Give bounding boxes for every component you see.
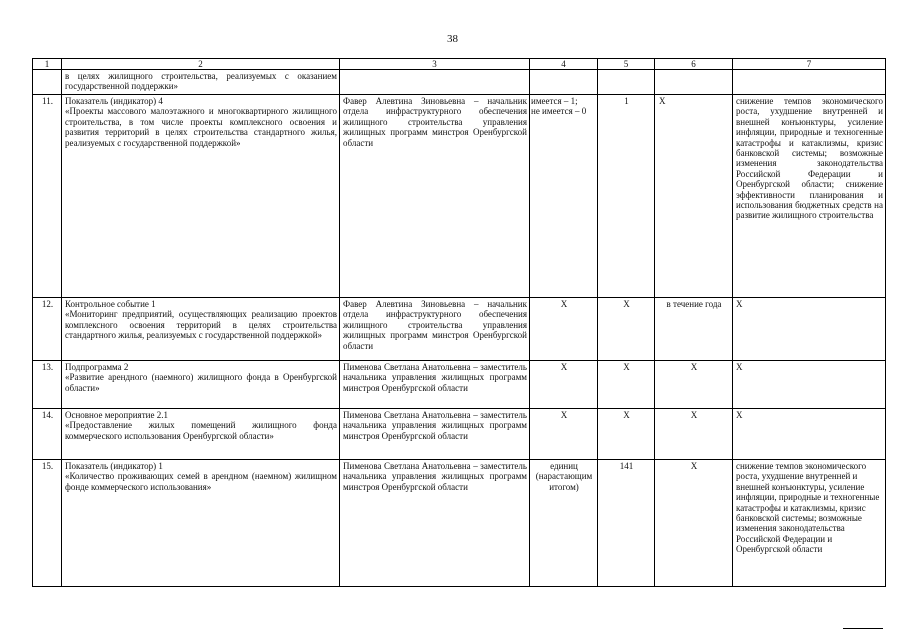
term-cell: Х <box>655 409 733 460</box>
term-cell: в течение года <box>655 298 733 361</box>
page-number: 38 <box>447 33 458 45</box>
table-row <box>33 298 886 361</box>
value-cell: 1 <box>598 95 655 298</box>
item-name: Основное мероприятие 2.1 «Предоставление жилых помещений жилищного фонда коммерческого использования Оренбургской области» <box>62 409 340 460</box>
responsible-person: Пименова Светлана Анатольевна – заместитель начальника управления жилищных программ минстроя Оренбургской области <box>340 361 530 409</box>
table-row <box>33 361 886 409</box>
risks-cell: снижение темпов экономического роста, ухудшение внутренней и внешней конъюнктуры, усиление инфляции, природные и техногенные катастрофы и катаклизмы, кризис банковской системы; возможные изменения законодательства Российской Федерации и Оренбургской области <box>733 460 886 587</box>
term-cell <box>655 70 733 95</box>
value-cell: Х <box>598 298 655 361</box>
table-row <box>33 460 886 587</box>
column-header: 3 <box>340 59 530 70</box>
unit-cell: Х <box>530 298 598 361</box>
term-cell: Х <box>655 460 733 587</box>
term-cell: Х <box>655 95 733 298</box>
responsible-person <box>340 70 530 95</box>
column-header: 7 <box>733 59 886 70</box>
page-divider <box>843 628 883 629</box>
item-name: Показатель (индикатор) 1 «Количество проживающих семей в арендном (наемном) жилищном фонде коммерческого использования» <box>62 460 340 587</box>
table-row <box>33 409 886 460</box>
risks-cell: Х <box>733 298 886 361</box>
value-cell: Х <box>598 361 655 409</box>
risks-cell <box>733 70 886 95</box>
item-name: Показатель (индикатор) 4 «Проекты массового малоэтажного и многоквартирного жилищного строительства, в том числе проекты комплексного освоения и развития территорий в целях строительства стандартного жилья, реализуемых с государственной поддержкой» <box>62 95 340 298</box>
unit-cell: Х <box>530 409 598 460</box>
column-header: 5 <box>598 59 655 70</box>
row-number: 15. <box>33 460 62 587</box>
responsible-person: Фавер Алевтина Зиновьевна – начальник отдела инфраструктурного обеспечения жилищного строительства управления жилищных программ минстроя Оренбургской области <box>340 298 530 361</box>
table-row <box>33 70 886 95</box>
row-number: 13. <box>33 361 62 409</box>
unit-cell: Х <box>530 361 598 409</box>
responsible-person: Пименова Светлана Анатольевна – заместитель начальника управления жилищных программ минстроя Оренбургской области <box>340 460 530 587</box>
responsible-person: Фавер Алевтина Зиновьевна – начальник отдела инфраструктурного обеспечения жилищного строительства управления жилищных программ минстроя Оренбургской области <box>340 95 530 298</box>
unit-cell: единиц (нарастающим итогом) <box>530 460 598 587</box>
column-header: 6 <box>655 59 733 70</box>
value-cell: 141 <box>598 460 655 587</box>
unit-cell <box>530 70 598 95</box>
risks-cell: Х <box>733 409 886 460</box>
item-name: Контрольное событие 1 «Мониторинг предприятий, осуществляющих реализацию проектов комплексного освоения территорий в целях строительства стандартного жилья, реализуемых с государственной поддержкой» <box>62 298 340 361</box>
row-number: 14. <box>33 409 62 460</box>
indicators-table <box>32 58 886 587</box>
term-cell: Х <box>655 361 733 409</box>
value-cell <box>598 70 655 95</box>
unit-cell: имеется – 1; не имеется – 0 <box>530 95 598 298</box>
responsible-person: Пименова Светлана Анатольевна – заместитель начальника управления жилищных программ минстроя Оренбургской области <box>340 409 530 460</box>
table-row <box>33 95 886 298</box>
table-header-row <box>33 59 886 70</box>
row-number <box>33 70 62 95</box>
risks-cell: снижение темпов экономического роста, ухудшение внутренней и внешней конъюнктуры, усиление инфляции, природные и техногенные катастрофы и катаклизмы, кризис банковской системы; возможные изменения законодательства Российской Федерации и Оренбургской области; снижение эффективности планирования и использования бюджетных средств на развитие жилищного строительства <box>733 95 886 298</box>
item-name: Подпрограмма 2 «Развитие арендного (наемного) жилищного фонда в Оренбургской области» <box>62 361 340 409</box>
value-cell: Х <box>598 409 655 460</box>
risks-cell: Х <box>733 361 886 409</box>
item-name: в целях жилищного строительства, реализуемых с оказанием государственной поддержки» <box>62 70 340 95</box>
column-header: 2 <box>62 59 340 70</box>
column-header: 1 <box>33 59 62 70</box>
row-number: 12. <box>33 298 62 361</box>
column-header: 4 <box>530 59 598 70</box>
row-number: 11. <box>33 95 62 298</box>
